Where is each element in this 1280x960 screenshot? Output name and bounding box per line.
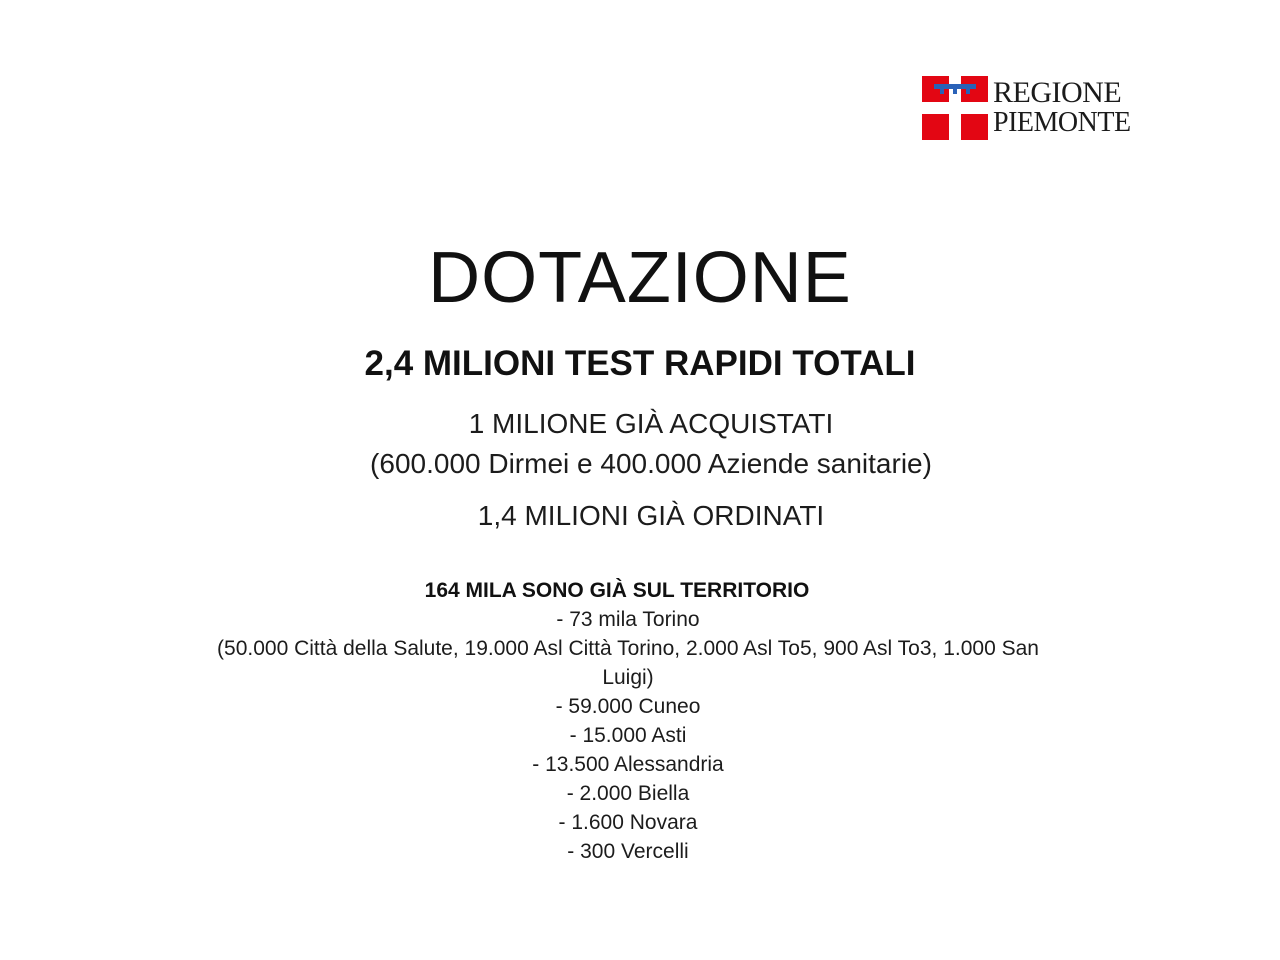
logo-line-regione: REGIONE [993,76,1122,109]
regione-piemonte-logo [922,76,1146,140]
logo-text [993,78,1131,138]
regione-piemonte-emblem-icon [922,76,988,140]
ordered-line: 1,4 MILIONI GIÀ ORDINATI [477,500,825,531]
torino-detail-line-1: (50.000 Città della Salute, 19.000 Asl Città Torino, 2.000 Asl To5, 900 Asl To3, 1.000 San [217,637,1039,660]
purchased-detail: (600.000 Dirmei e 400.000 Aziende sanitarie) [370,448,932,479]
list-item-cuneo: - 59.000 Cuneo [555,695,701,718]
list-item-novara: - 1.600 Novara [558,811,698,834]
page-title: DOTAZIONE [428,238,852,318]
torino-detail-line-2: Luigi) [602,666,654,689]
list-item-vercelli: - 300 Vercelli [567,840,689,863]
list-item-asti: - 15.000 Asti [569,724,687,747]
list-item-torino: - 73 mila Torino [556,608,700,631]
territory-section [140,576,1116,866]
logo-line-piemonte: PIEMONTE [993,107,1131,138]
list-item-biella: - 2.000 Biella [566,782,690,805]
purchased-line: 1 MILIONE GIÀ ACQUISTATI [468,408,834,439]
list-item-alessandria: - 13.500 Alessandria [532,753,724,776]
total-tests-headline: 2,4 MILIONI TEST RAPIDI TOTALI [364,344,916,383]
territory-heading: 164 MILA SONO GIÀ SUL TERRITORIO [424,579,810,602]
